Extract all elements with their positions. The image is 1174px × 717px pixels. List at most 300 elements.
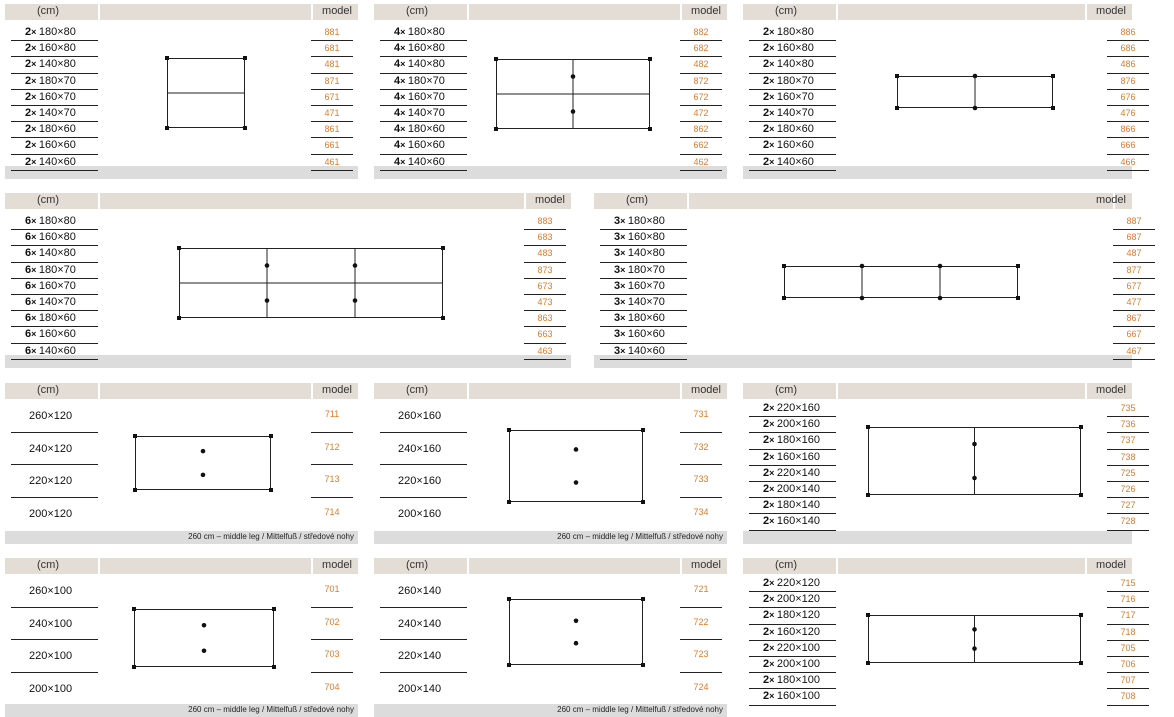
leg-marker [973,74,978,79]
size-cell [614,280,665,292]
row-divider [524,294,566,295]
times-icon: × [400,43,408,54]
model-code: 721 [693,584,709,594]
panel-footer [5,166,358,179]
size-cell [763,107,814,119]
quantity: 2 [25,123,32,136]
model-label: model [1096,194,1126,206]
table-panel-2x-b [743,4,1136,179]
times-icon: × [769,43,777,54]
model-code: 713 [324,474,340,484]
table-layout-diagram [496,59,650,129]
row-divider [11,310,98,311]
dimension: 180×140 [776,499,821,512]
model-code: 667 [1126,329,1142,340]
row-divider [11,497,98,498]
quantity: 2 [763,107,770,119]
row-divider [11,154,98,155]
leg-marker [782,296,786,300]
size-cell [29,508,72,520]
table-panel-160 [374,383,727,544]
model-code: 712 [324,441,340,452]
size-cell [25,75,76,87]
leg-marker [1051,106,1055,110]
model-label: model [322,5,352,17]
model-code: 873 [537,264,553,275]
dimension: 160×80 [627,231,665,244]
times-icon: × [769,435,777,446]
row-divider [680,40,722,41]
leg-marker [133,434,137,438]
quantity: 2 [763,690,770,703]
model-code: 732 [693,441,709,452]
leg-marker [1051,74,1055,78]
model-code: 663 [537,329,553,340]
unit-label: (cm) [37,194,59,206]
times-icon: × [31,313,39,324]
model-code: 883 [537,216,553,226]
panel-header [5,558,358,574]
table-layout-diagram [784,266,1018,298]
quantity: 4 [394,74,401,87]
size-cell [763,123,814,135]
times-icon: × [400,75,408,86]
panel-header [374,383,727,399]
row-divider [1113,343,1155,344]
unit-label: (cm) [626,194,648,206]
leg-marker [507,597,511,601]
times-icon: × [620,297,628,307]
times-icon: × [400,140,408,151]
row-divider [524,229,566,230]
row-divider [311,432,353,433]
size-cell [614,296,665,308]
quantity: 2 [25,90,32,103]
times-icon: × [31,232,39,243]
row-divider [1107,688,1149,689]
size-cell [25,107,76,119]
model-code: 717 [1120,610,1136,621]
row-divider [600,245,687,246]
unit-label: (cm) [775,559,797,571]
model-code: 476 [1120,108,1136,118]
size-cell [25,296,76,308]
model-code: 882 [693,27,709,37]
leg-marker [494,57,498,61]
quantity: 6 [25,344,32,357]
quantity: 2 [25,107,32,119]
dimension: 180×80 [776,26,814,38]
size-cell [763,402,820,414]
model-code: 461 [324,156,340,167]
panel-footer [594,355,1132,368]
leg-marker [441,246,445,250]
times-icon: × [620,329,628,340]
row-divider [311,497,353,498]
model-code: 718 [1120,626,1136,637]
row-divider [749,137,836,138]
model-code: 471 [324,108,340,118]
dimension: 200×140 [776,483,821,495]
row-divider [311,89,353,90]
panel-footer [374,704,727,717]
row-divider [11,73,98,74]
leg-marker [860,296,865,301]
model-code: 467 [1126,345,1142,356]
panel-footer [743,531,1132,544]
model-code: 676 [1120,91,1136,102]
quantity: 4 [394,26,401,38]
model-code: 486 [1120,59,1136,70]
model-code: 886 [1120,27,1136,37]
table-layout-diagram [509,430,643,502]
dimension: 180×60 [38,123,76,136]
row-divider [380,105,467,106]
row-divider [380,56,467,57]
size-cell [398,683,441,695]
unit-label: (cm) [406,559,428,571]
size-cell [25,156,76,168]
size-cell [25,123,76,135]
row-divider [1107,154,1149,155]
model-code: 477 [1126,297,1142,307]
size-cell [29,443,72,455]
quantity: 3 [614,296,621,308]
times-icon: × [31,280,39,291]
model-code: 482 [693,59,709,70]
model-code: 881 [324,27,340,37]
table-panel-140 [374,558,727,717]
times-icon: × [769,451,777,462]
row-divider [600,310,687,311]
times-icon: × [31,27,39,37]
row-divider [380,464,467,465]
size-cell [763,593,820,605]
row-divider [1107,432,1149,433]
leg-marker [1079,493,1083,497]
dimension: 220×120 [29,475,73,487]
row-divider [311,170,353,171]
dimension: 140×60 [38,344,76,357]
leg-marker [895,106,899,110]
row-divider [524,326,566,327]
panel-header [374,4,727,20]
row-divider [1107,137,1149,138]
row-divider [749,432,836,433]
times-icon: × [769,500,777,511]
model-code: 722 [693,616,709,627]
dimension: 140×60 [627,344,665,357]
dimension: 160×70 [38,279,76,292]
panel-footer [5,355,571,368]
times-icon: × [769,140,777,151]
row-divider [600,343,687,344]
leg-marker [132,607,136,611]
row-divider [680,154,722,155]
row-divider [749,56,836,57]
size-cell [614,247,665,259]
times-icon: × [400,59,408,70]
quantity: 4 [394,139,401,152]
model-code: 682 [693,43,709,54]
quantity: 2 [763,499,770,512]
row-divider [749,705,836,706]
model-code: 728 [1120,516,1136,527]
dimension: 180×60 [38,312,76,325]
model-code: 733 [693,474,709,484]
dimension: 240×160 [398,442,442,455]
quantity: 3 [614,279,621,292]
quantity: 6 [25,247,32,260]
size-cell [29,585,72,597]
leg-marker [507,500,511,504]
row-divider [749,481,836,482]
row-divider [11,105,98,106]
dimension: 220×120 [776,577,821,589]
leg-marker [133,488,137,492]
size-cell [25,215,76,227]
quantity: 3 [614,215,621,227]
size-cell [763,434,820,446]
middle-leg-note: 260 cm – middle leg / Mittelfuß / středové nohy [188,705,354,714]
panel-footer [374,166,727,179]
quantity: 6 [25,263,32,276]
row-divider [11,278,98,279]
leg-marker [648,127,652,131]
times-icon: × [769,108,777,118]
size-cell [29,410,72,422]
times-icon: × [769,578,777,588]
dimension: 160×60 [627,328,665,341]
unit-label: (cm) [775,5,797,17]
size-cell [394,156,445,168]
row-divider [380,170,467,171]
row-divider [1107,640,1149,641]
dimension: 180×100 [776,674,821,687]
middle-leg-note: 260 cm – middle leg / Mittelfuß / středové nohy [188,532,354,541]
row-divider [1107,672,1149,673]
dimension: 240×140 [398,617,442,630]
quantity: 3 [614,231,621,244]
dimension: 180×60 [776,123,814,136]
size-cell [763,658,820,670]
row-divider [680,170,722,171]
leg-marker [972,476,977,481]
size-cell [398,508,441,520]
model-code: 671 [324,91,340,102]
row-divider [1107,89,1149,90]
table-layout-diagram [897,76,1053,108]
times-icon: × [620,232,628,243]
panel-header [594,193,1132,209]
row-divider [680,73,722,74]
row-divider [600,294,687,295]
row-divider [749,89,836,90]
size-cell [394,139,445,151]
row-divider [11,170,98,171]
middle-leg-note: 260 cm – middle leg / Mittelfuß / středové nohy [557,532,723,541]
quantity: 2 [763,418,770,431]
quantity: 2 [763,74,770,87]
dimension: 160×80 [407,42,445,55]
model-code: 466 [1120,156,1136,167]
dimension: 140×80 [38,247,76,260]
size-cell [398,618,441,630]
row-divider [1107,497,1149,498]
leg-marker [972,442,977,447]
size-cell [398,443,441,455]
panel-footer [743,166,1132,179]
unit-label: (cm) [406,384,428,396]
model-code: 734 [693,506,709,517]
times-icon: × [31,248,39,259]
leg-marker [353,298,358,303]
quantity: 2 [763,483,770,495]
leg-marker [782,264,786,268]
leg-marker [265,298,270,303]
quantity: 4 [394,42,401,55]
leg-marker [269,434,273,438]
tabletop-outline [135,610,274,667]
size-cell [398,650,441,662]
row-divider [600,262,687,263]
times-icon: × [31,264,39,275]
leg-marker [866,425,870,429]
row-divider [11,464,98,465]
size-cell [29,650,72,662]
dimension: 220×100 [776,641,821,654]
size-cell [25,139,76,151]
times-icon: × [769,59,777,70]
table-layout-diagram [135,436,271,490]
row-divider [600,229,687,230]
size-cell [25,345,76,357]
row-divider [680,497,722,498]
dimension: 180×70 [38,74,76,87]
model-label: model [535,194,565,206]
dimension: 140×60 [38,155,76,168]
leg-marker [165,126,169,130]
model-code: 683 [537,232,553,243]
quantity: 3 [614,312,621,325]
row-divider [749,449,836,450]
dimension: 140×80 [407,58,445,71]
leg-marker [641,597,645,601]
times-icon: × [769,467,777,478]
quantity: 3 [614,263,621,276]
panel-header [5,383,358,399]
quantity: 2 [763,641,770,654]
row-divider [1107,481,1149,482]
row-divider [11,607,98,608]
model-code: 711 [324,409,340,419]
dimension: 200×120 [29,507,73,520]
row-divider [11,121,98,122]
dimension: 200×160 [776,418,821,431]
times-icon: × [620,264,628,275]
dimension: 140×70 [407,107,445,119]
tabletop-outline [510,431,643,502]
leg-marker [641,500,645,504]
unit-label: (cm) [406,5,428,17]
size-cell [394,42,445,54]
size-cell [398,475,441,487]
size-cell [763,451,820,463]
tabletop-outline [785,267,1018,298]
times-icon: × [769,403,777,413]
panel-header [374,558,727,574]
times-icon: × [31,108,39,118]
row-divider [380,639,467,640]
size-cell [763,515,820,527]
model-code: 702 [324,616,340,627]
unit-label: (cm) [37,559,59,571]
model-code: 887 [1126,216,1142,226]
size-cell [394,58,445,70]
row-divider [680,105,722,106]
times-icon: × [769,419,777,430]
quantity: 4 [394,107,401,119]
model-code: 686 [1120,43,1136,54]
dimension: 180×80 [627,215,665,227]
times-icon: × [769,75,777,86]
model-code: 876 [1120,75,1136,86]
row-divider [11,262,98,263]
row-divider [749,530,836,531]
dimension: 180×70 [627,263,665,276]
size-cell [25,328,76,340]
quantity: 6 [25,215,32,227]
leg-marker [201,449,206,454]
size-cell [763,483,820,495]
panel-header [5,4,358,20]
times-icon: × [620,248,628,259]
quantity: 4 [394,90,401,103]
row-divider [380,89,467,90]
dimension: 160×60 [38,139,76,152]
leg-marker [641,428,645,432]
times-icon: × [400,108,408,118]
quantity: 2 [763,58,770,71]
leg-marker [571,74,576,79]
quantity: 6 [25,231,32,244]
size-cell [763,75,814,87]
row-divider [11,294,98,295]
row-divider [749,105,836,106]
times-icon: × [620,313,628,324]
times-icon: × [620,345,628,356]
model-code: 861 [324,124,340,135]
dimension: 180×80 [38,215,76,227]
leg-marker [272,607,276,611]
row-divider [11,672,98,673]
size-cell [763,642,820,654]
model-code: 726 [1120,484,1136,494]
model-code: 481 [324,59,340,70]
leg-marker [265,263,270,268]
times-icon: × [400,124,408,135]
dimension: 180×60 [627,312,665,325]
leg-marker [441,316,445,320]
model-code: 487 [1126,248,1142,259]
size-cell [25,280,76,292]
size-cell [763,690,820,702]
row-divider [11,137,98,138]
dimension: 260×120 [29,410,73,422]
model-code: 863 [537,313,553,324]
row-divider [1107,607,1149,608]
model-label: model [691,5,721,17]
